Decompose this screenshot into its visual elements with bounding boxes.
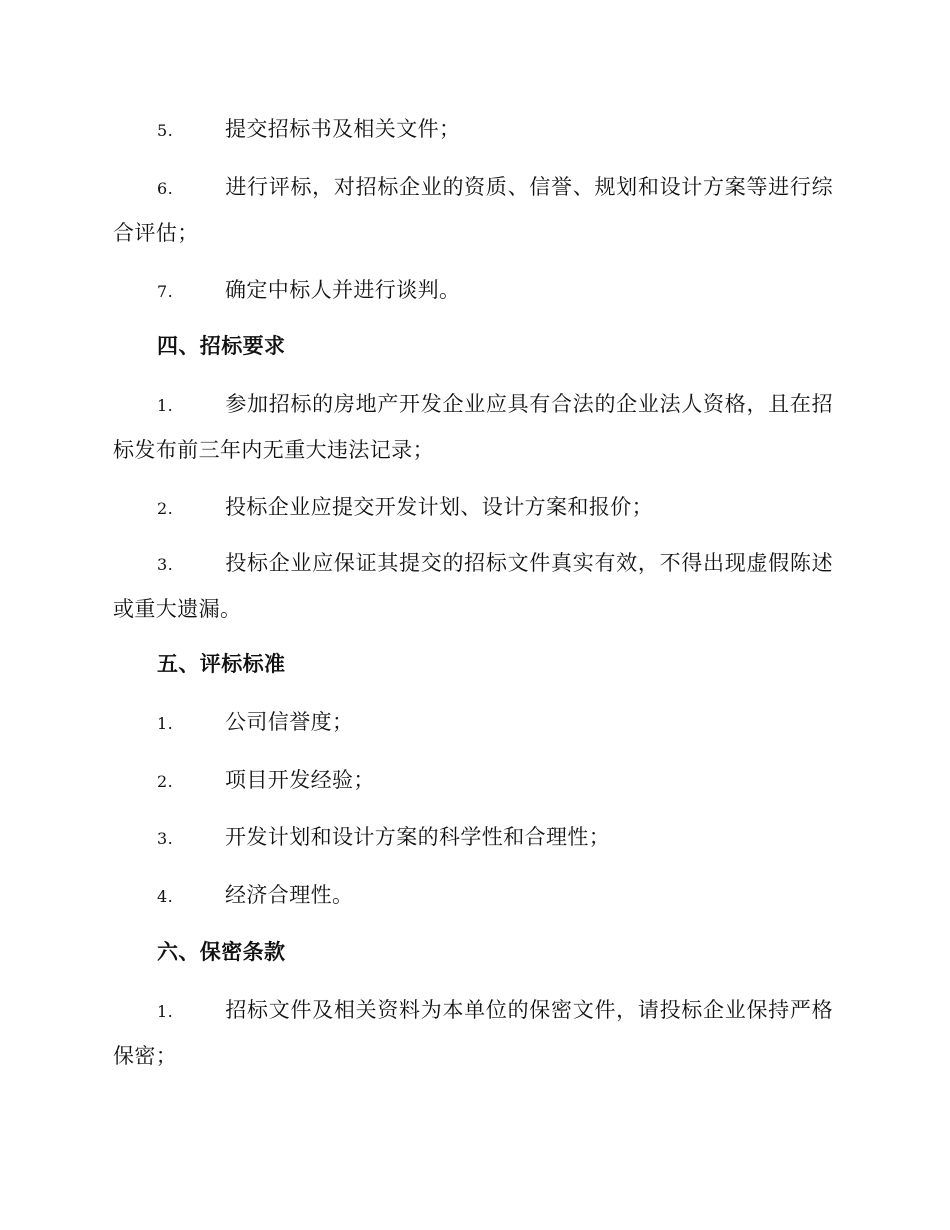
item-number: 1. — [157, 1002, 174, 1021]
item-text-continued: 或重大遗漏。 — [113, 597, 242, 621]
item-text: 经济合理性。 — [225, 883, 354, 907]
item-text: 进行评标，对招标企业的资质、信誉、规划和设计方案等进行综 — [225, 175, 833, 199]
item-text: 提交招标书及相关文件； — [225, 117, 461, 141]
item-number: 5. — [157, 121, 174, 140]
list-item — [113, 873, 833, 919]
section-heading: 六、保密条款 — [157, 940, 286, 964]
item-text: 确定中标人并进行谈判。 — [225, 278, 461, 302]
item-text: 参加招标的房地产开发企业应具有合法的企业法人资格，且在招 — [225, 392, 833, 416]
list-item — [113, 165, 833, 255]
list-item — [113, 268, 833, 314]
item-text: 公司信誉度； — [225, 710, 354, 734]
list-item — [113, 988, 833, 1078]
list-item — [113, 107, 833, 153]
item-number: 6. — [157, 179, 174, 198]
item-number: 1. — [157, 396, 174, 415]
list-item — [113, 815, 833, 861]
item-text: 开发计划和设计方案的科学性和合理性； — [225, 825, 611, 849]
item-text-continued: 标发布前三年内无重大违法记录； — [113, 438, 434, 462]
list-item — [113, 700, 833, 746]
item-text-continued: 合评估； — [113, 221, 199, 245]
list-item — [113, 758, 833, 804]
item-text-continued: 保密； — [113, 1044, 178, 1068]
item-number: 3. — [157, 555, 174, 574]
section-heading: 四、招标要求 — [157, 334, 286, 358]
list-item — [113, 541, 833, 631]
item-number: 4. — [157, 887, 174, 906]
section-heading: 五、评标标准 — [157, 652, 286, 676]
item-number: 1. — [157, 714, 174, 733]
item-number: 7. — [157, 282, 174, 301]
list-item — [113, 485, 833, 531]
item-number: 2. — [157, 499, 174, 518]
list-item — [113, 382, 833, 472]
item-number: 3. — [157, 829, 174, 848]
item-text: 投标企业应保证其提交的招标文件真实有效，不得出现虚假陈述 — [225, 551, 833, 575]
item-number: 2. — [157, 772, 174, 791]
item-text: 招标文件及相关资料为本单位的保密文件，请投标企业保持严格 — [225, 998, 833, 1022]
item-text: 项目开发经验； — [225, 768, 375, 792]
item-text: 投标企业应提交开发计划、设计方案和报价； — [225, 495, 653, 519]
